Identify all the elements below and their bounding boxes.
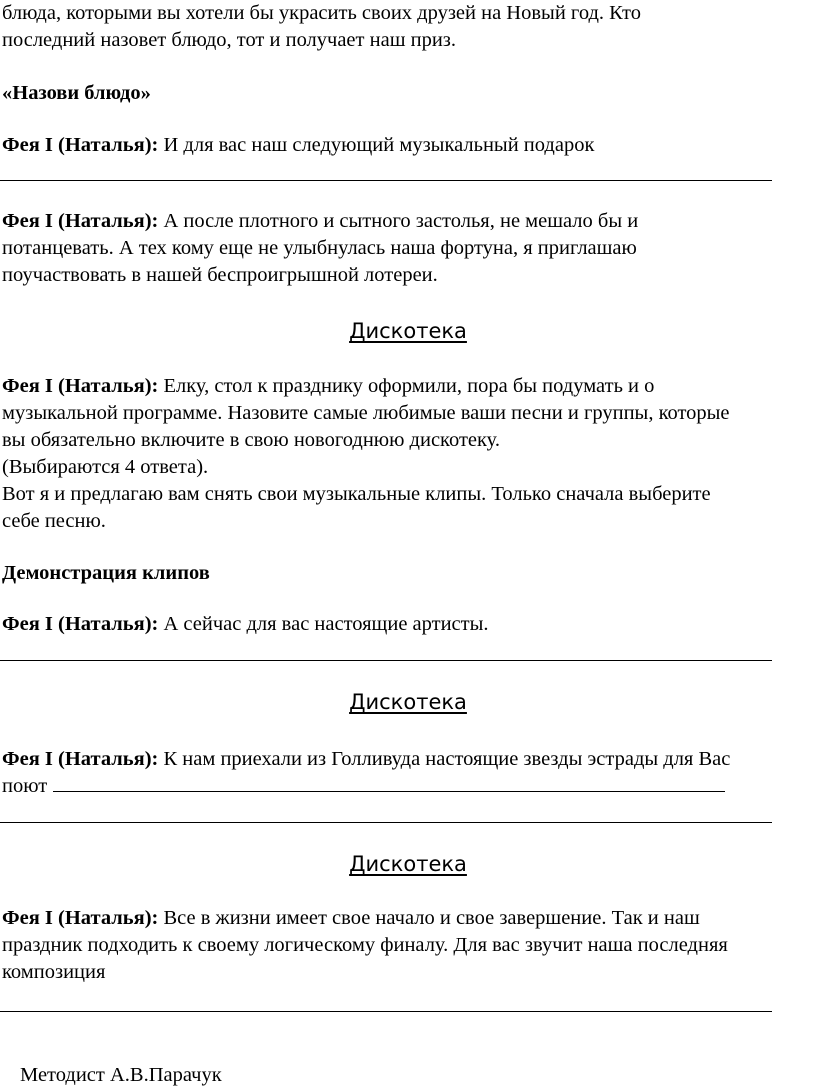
speech-text: А сейчас для вас настоящие артисты. <box>158 613 489 635</box>
divider-line <box>0 1011 772 1012</box>
game-title: «Назови блюдо» <box>2 82 151 104</box>
disco-heading: Дискотека <box>349 852 467 876</box>
speech-line: К нам приехали из Голливуда настоящие звезды эстрады для Вас <box>158 748 731 770</box>
speech-line: композиция <box>2 961 106 983</box>
fill-in-blank <box>53 773 725 792</box>
disco-heading: Дискотека <box>349 690 467 714</box>
clips-title: Демонстрация клипов <box>2 562 210 584</box>
speech-block-1 <box>2 132 814 159</box>
speaker-label: Фея I (Наталья): <box>2 748 159 770</box>
speech-block-6 <box>2 905 814 986</box>
speaker-label: Фея I (Наталья): <box>2 375 159 397</box>
speech-block-3 <box>2 373 814 535</box>
speech-line: музыкальной программе. Назовите самые любимые ваши песни и группы, которые <box>2 402 730 424</box>
speech-block-4 <box>2 611 814 638</box>
intro-line-2: последний назовет блюдо, тот и получает наш приз. <box>2 29 457 51</box>
speaker-label: Фея I (Наталья): <box>2 613 159 635</box>
disco-heading: Дискотека <box>349 319 467 343</box>
speech-line: поучаствовать в нашей беспроигрышной лотереи. <box>2 264 438 286</box>
speech-line: вы обязательно включите в свою новогоднюю дискотеку. <box>2 429 500 451</box>
divider-line <box>0 660 772 661</box>
speech-block-5 <box>2 746 814 800</box>
speech-line: себе песню. <box>2 510 106 532</box>
divider-line <box>0 180 772 181</box>
speech-line: праздник подходить к своему логическому финалу. Для вас звучит наша последняя <box>2 934 728 956</box>
speech-line: поют <box>2 775 48 797</box>
speech-line: Вот я и предлагаю вам снять свои музыкальные клипы. Только сначала выберите <box>2 483 711 505</box>
speech-line: потанцевать. А тех кому еще не улыбнулась наша фортуна, я приглашаю <box>2 237 637 259</box>
divider-line <box>0 822 772 823</box>
speech-line: Все в жизни имеет свое начало и свое завершение. Так и наш <box>158 907 700 929</box>
speech-line: Елку, стол к празднику оформили, пора бы подумать и о <box>158 375 655 397</box>
footer-author: Методист А.В.Парачук <box>20 1064 222 1086</box>
speech-line: А после плотного и сытного застолья, не мешало бы и <box>158 210 639 232</box>
speech-text: И для вас наш следующий музыкальный подарок <box>158 134 595 156</box>
speaker-label: Фея I (Наталья): <box>2 134 159 156</box>
speaker-label: Фея I (Наталья): <box>2 210 159 232</box>
speech-block-2 <box>2 208 814 289</box>
intro-paragraph <box>2 0 814 54</box>
speech-line: (Выбираются 4 ответа). <box>2 456 209 478</box>
intro-line-1: блюда, которыми вы хотели бы украсить своих друзей на Новый год. Кто <box>2 2 641 24</box>
speaker-label: Фея I (Наталья): <box>2 907 159 929</box>
